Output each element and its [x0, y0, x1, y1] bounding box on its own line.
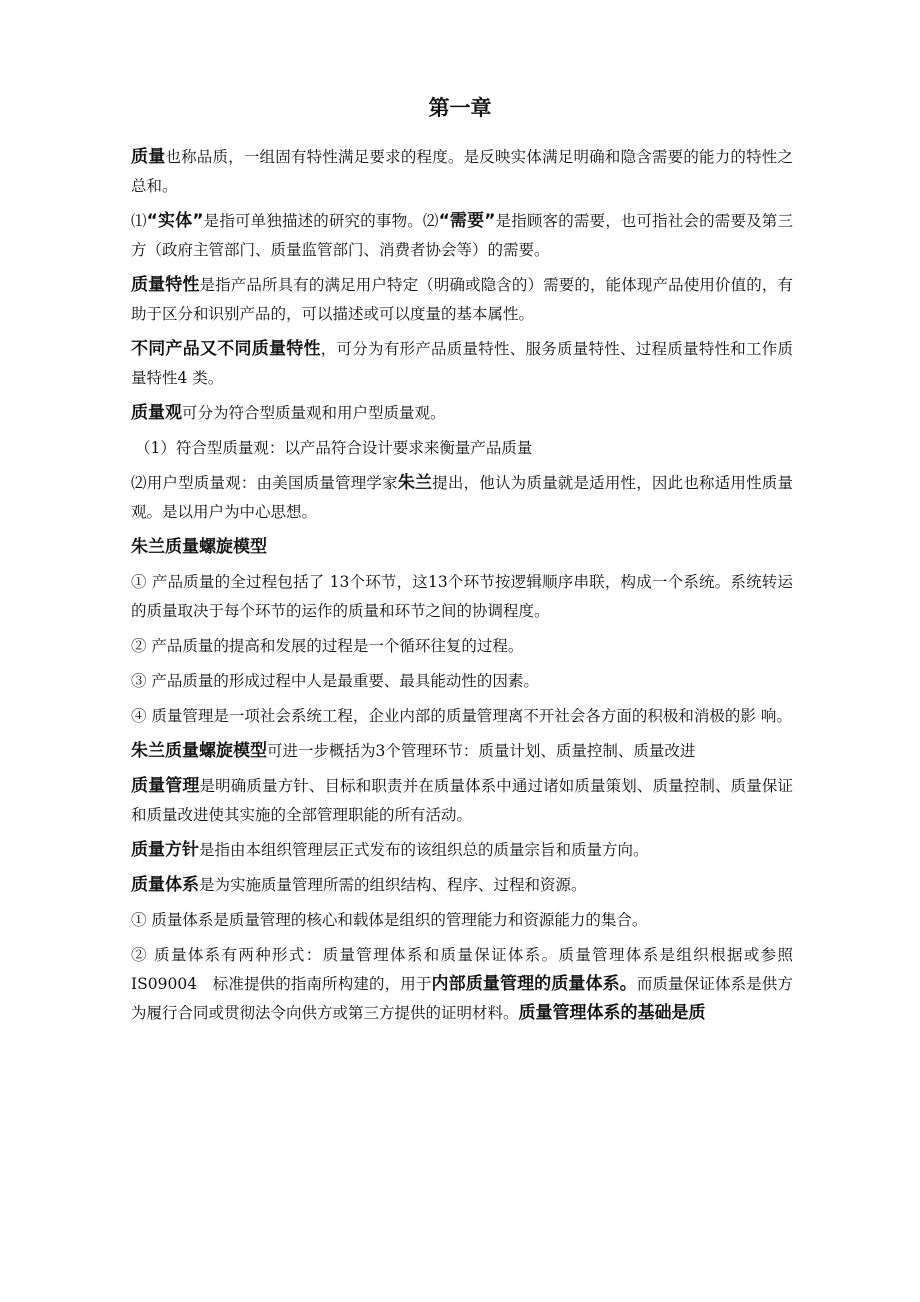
paragraph-text: ② 产品质量的提高和发展的过程是一个循环往复的过程。: [131, 637, 524, 655]
paragraph-text: 也称品质，一组固有特性满足要求的程度。是反映实体满足明确和隐含需要的能力的特性之总和。: [131, 148, 793, 195]
term-entity: “实体”: [146, 211, 204, 231]
section-heading: 朱兰质量螺旋模型: [131, 537, 267, 557]
paragraph-text: 可分为符合型质量观和用户型质量观。: [182, 404, 446, 422]
paragraph-quality-definition: [131, 143, 793, 201]
list-item: [131, 906, 793, 935]
list-item: [131, 667, 793, 696]
term-juran: 朱兰: [397, 473, 433, 493]
term-quality-view: 质量观: [131, 403, 182, 423]
term-need: “需要”: [438, 211, 496, 231]
paragraph-quality-characteristics: [131, 271, 793, 329]
paragraph-text: 是指可单独描述的研究的事物。⑵: [203, 212, 439, 230]
paragraph-text: ① 质量体系是质量管理的核心和载体是组织的管理能力和资源能力的集合。: [131, 911, 648, 929]
term-quality-system: 质量体系: [131, 875, 199, 895]
paragraph-text: 可进一步概括为3个管理环节：质量计划、质量控制、质量改进: [267, 742, 696, 760]
paragraph-text: ② 质量体系有两种形式：质量管理体系和质量保证体系。质量管理体系是组织根据或参照 IS09004 标准提供的指南所构建的，用于: [131, 946, 793, 993]
paragraph-text: 提出，他认为质量就是适用性，因此也称适用性质量观。是以用户为中心思想。: [131, 474, 793, 521]
paragraph-text: 是明确质量方针、目标和职责并在质量体系中通过诸如质量策划、质量控制、质量保证和质量改进使其实施的全部管理职能的所有活动。: [131, 777, 794, 824]
term-different-products: 不同产品又不同质量特性: [131, 339, 321, 359]
paragraph-text: （1）符合型质量观：以产品符合设计要求来衡量产品质量: [135, 439, 533, 457]
paragraph-juran-summary: [131, 737, 793, 766]
term-quality-characteristics: 质量特性: [131, 275, 200, 295]
term-internal-quality-system: 内部质量管理的质量体系。: [431, 974, 637, 994]
paragraph-quality-policy: [131, 836, 793, 865]
list-marker: ⑴: [131, 212, 147, 230]
paragraph-text: ③ 产品质量的形成过程中人是最重要、最具能动性的因素。: [131, 672, 539, 690]
term-quality-management: 质量管理: [131, 776, 200, 796]
document-body: [131, 143, 793, 1034]
paragraph-text: ① 产品质量的全过程包括了 13个环节，这13个环节按逻辑顺序串联，构成一个系统。系统转运的质量取决于每个环节的运作的质量和环节之间的协调程度。: [131, 573, 793, 620]
term-qms-basis: 质量管理体系的基础是质: [518, 1003, 706, 1023]
list-item: [131, 941, 793, 1028]
paragraph-conformance-view: [131, 434, 793, 463]
list-item: [131, 702, 793, 731]
paragraph-text: 是指顾客的需要，也可指社会的需要及第三方（政府主管部门、质量监管部门、消费者协会等）的需要。: [131, 212, 793, 259]
paragraph-text: 是指由本组织管理层正式发布的该组织总的质量宗旨和质量方向。: [199, 841, 649, 859]
paragraph-quality-system: [131, 871, 793, 900]
paragraph-quality-views: [131, 399, 793, 428]
list-item: [131, 632, 793, 661]
term-juran-spiral: 朱兰质量螺旋模型: [131, 741, 267, 761]
term-quality-policy: 质量方针: [131, 840, 199, 860]
term-quality: 质量: [131, 147, 166, 167]
paragraph-quality-management: [131, 772, 793, 830]
paragraph-text: ，可分为有形产品质量特性、服务质量特性、过程质量特性和工作质量特性4 类。: [131, 340, 793, 387]
list-item: [131, 568, 793, 626]
paragraph-user-view: [131, 469, 793, 527]
paragraph-text: ⑵用户型质量观：由美国质量管理学家: [131, 474, 398, 492]
paragraph-product-characteristics: [131, 335, 793, 393]
paragraph-entity-need: [131, 207, 793, 265]
paragraph-text: ④ 质量管理是一项社会系统工程，企业内部的质量管理离不开社会各方面的积极和消极的影 响。: [131, 707, 792, 725]
paragraph-text: 是为实施质量管理所需的组织结构、程序、过程和资源。: [199, 876, 587, 894]
chapter-title: 第一章: [428, 96, 492, 120]
paragraph-text: 是指产品所具有的满足用户特定（明确或隐含的）需要的，能体现产品使用价值的，有助于区分和识别产品的，可以描述或可以度量的基本属性。: [131, 276, 794, 323]
paragraph-text: 而质量保证体系是供方为履行合同或贯彻法令向供方或第三方提供的证明材料。: [131, 975, 793, 1022]
